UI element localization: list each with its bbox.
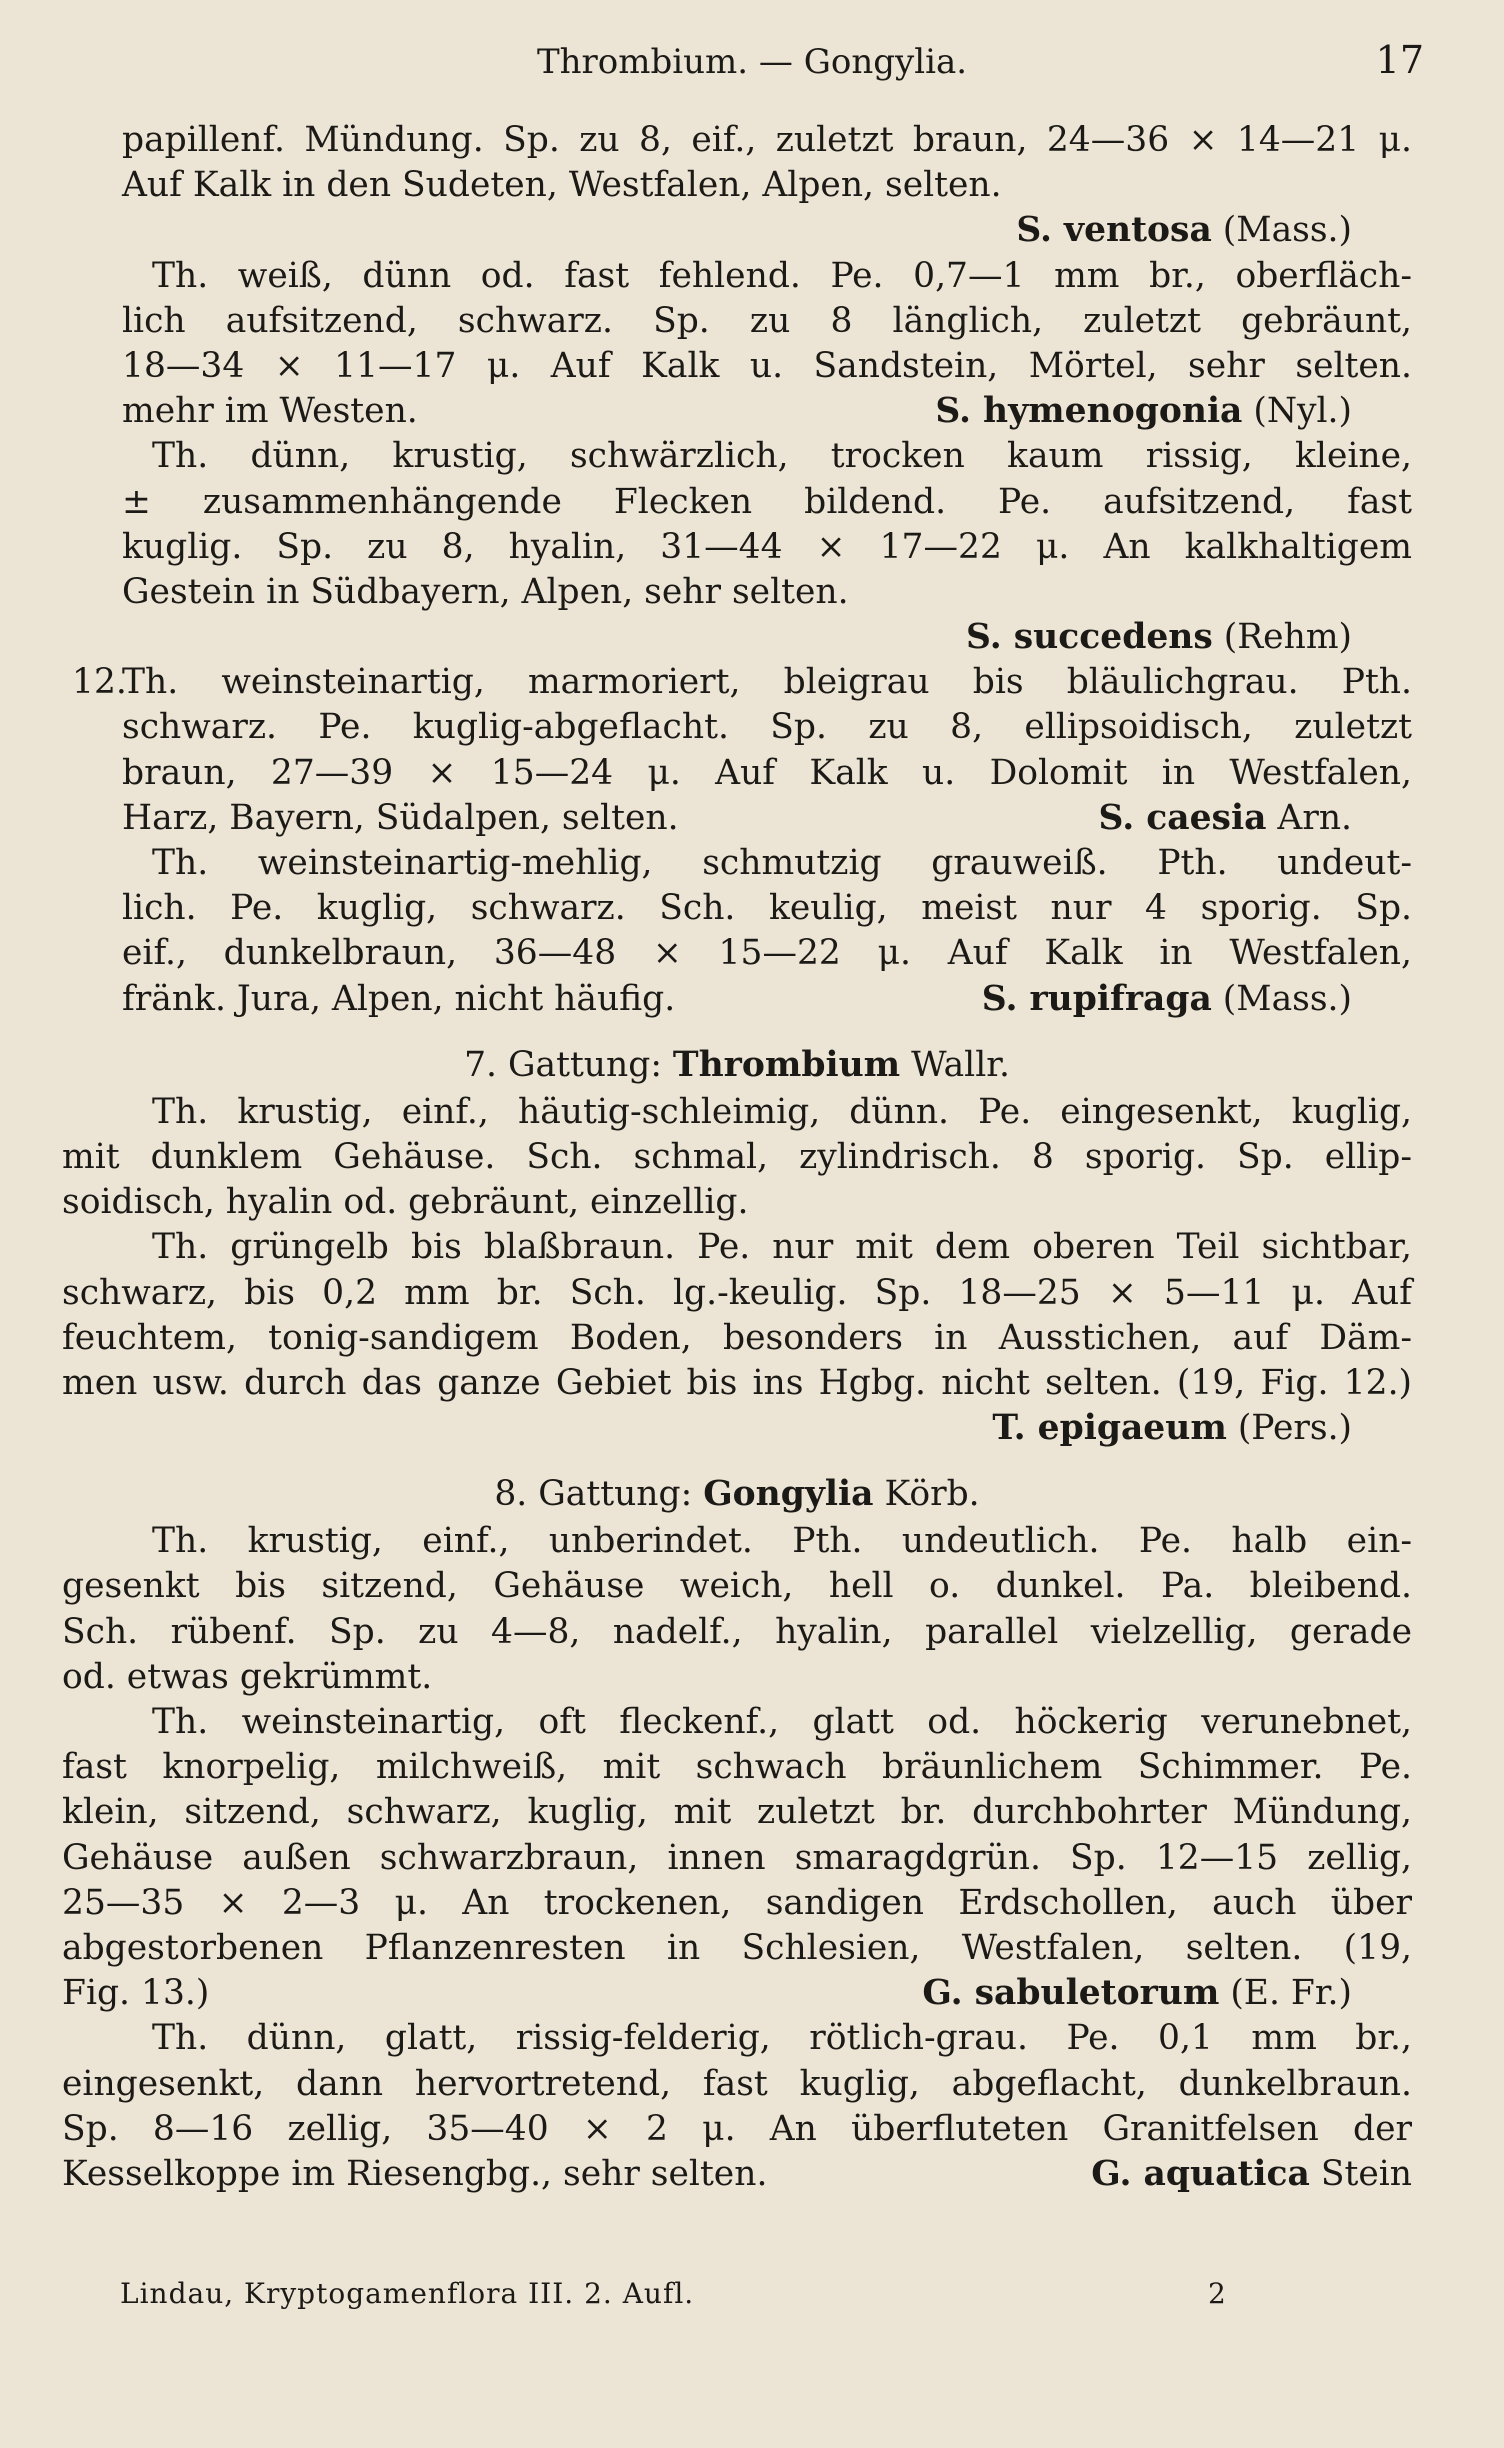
- species-line: [62, 1971, 1412, 2016]
- text-line: 12. Th. weinsteinartig, marmoriert, bleigrau bis bläulichgrau. Pth.: [62, 660, 1412, 705]
- footer-signature: Lindau, Kryptogamenflora III. 2. Aufl.: [120, 2277, 695, 2310]
- text-line: Gestein in Südbayern, Alpen, sehr selten.: [122, 571, 849, 612]
- text-line: mit dunklem Gehäuse. Sch. schmal, zylindrisch. 8 sporig. Sp. ellip-: [62, 1136, 1412, 1177]
- species-name: S. caesia: [1098, 797, 1267, 838]
- text-fragment: Fig. 13.): [62, 1973, 210, 2014]
- species-line: [62, 1406, 1412, 1451]
- text-line: Th. dünn, krustig, schwärzlich, trocken kaum rissig, kleine,: [152, 436, 1412, 477]
- page-footer: [120, 2277, 1384, 2317]
- species-author: Arn.: [1277, 797, 1352, 838]
- species-author: (Mass.): [1222, 210, 1352, 251]
- text-line: 25—35 × 2—3 μ. An trockenen, sandigen Erdschollen, auch über: [62, 1882, 1412, 1923]
- species-line: [62, 977, 1412, 1022]
- text-line: ± zusammenhängende Flecken bildend. Pe. aufsitzend, fast: [122, 481, 1412, 522]
- species-line: [62, 208, 1412, 253]
- text-fragment: fränk. Jura, Alpen, nicht häufig.: [122, 978, 676, 1019]
- text-line: Th. weinsteinartig-mehlig, schmutzig grauweiß. Pth. undeut-: [152, 843, 1412, 883]
- species-author: (Nyl.): [1253, 391, 1352, 432]
- text-line: men usw. durch das ganze Gebiet bis ins Hgbg. nicht selten. (19, Fig. 12.): [62, 1362, 1412, 1403]
- text-line: eif., dunkelbraun, 36—48 × 15—22 μ. Auf Kalk in Westfalen,: [122, 933, 1412, 974]
- species-line: [62, 796, 1412, 841]
- text-line: lich aufsitzend, schwarz. Sp. zu 8 länglich, zuletzt gebräunt,: [122, 300, 1412, 341]
- species-name: T. epigaeum: [992, 1408, 1227, 1449]
- page-number: 17: [1375, 38, 1424, 82]
- species-name: S. rupifraga: [981, 978, 1212, 1019]
- footer-sheet-number: 2: [1208, 2277, 1226, 2310]
- text-line: Sch. rübenf. Sp. zu 4—8, nadelf., hyalin, parallel vielzellig, gerade: [62, 1611, 1412, 1652]
- text-line: Th. weiß, dünn od. fast fehlend. Pe. 0,7—1 mm br., oberfläch-: [152, 255, 1412, 296]
- species-author: (Rehm): [1223, 617, 1352, 658]
- species-name: G. aquatica: [1091, 2153, 1310, 2194]
- text-fragment: mehr im Westen.: [122, 391, 418, 432]
- species-name: S. ventosa: [1016, 210, 1212, 251]
- genus-name: Gongylia: [703, 1474, 874, 1515]
- text-line: Th. weinsteinartig, oft fleckenf., glatt od. höckerig verunebnet,: [152, 1702, 1412, 1742]
- species-line: [62, 389, 1412, 434]
- text-line: Gehäuse außen schwarzbraun, innen smaragdgrün. Sp. 12—15 zellig,: [62, 1837, 1412, 1878]
- text-line: Th. dünn, glatt, rissig-felderig, rötlich-grau. Pe. 0,1 mm br.,: [152, 2018, 1412, 2059]
- text-line: klein, sitzend, schwarz, kuglig, mit zuletzt br. durchbohrter Mündung,: [62, 1792, 1412, 1833]
- text-line: eingesenkt, dann hervortretend, fast kuglig, abgeflacht, dunkelbraun.: [62, 2063, 1412, 2104]
- running-title: Thrombium. — Gongylia.: [536, 42, 968, 82]
- text-line: abgestorbenen Pflanzenresten in Schlesien, Westfalen, selten. (19,: [62, 1927, 1412, 1968]
- species-author: (Mass.): [1222, 978, 1352, 1019]
- text-line: schwarz, bis 0,2 mm br. Sch. lg.-keulig. Sp. 18—25 × 5—11 μ. Auf: [62, 1272, 1412, 1313]
- genus-heading: 7. Gattung: Thrombium Wallr.: [464, 1044, 1010, 1085]
- text-line: fast knorpelig, milchweiß, mit schwach bräunlichem Schimmer. Pe.: [62, 1747, 1412, 1788]
- text-line: papillenf. Mündung. Sp. zu 8, eif., zuletzt braun, 24—36 × 14—21 μ.: [122, 120, 1412, 160]
- genus-name: Thrombium: [672, 1044, 901, 1085]
- text-line: feuchtem, tonig-sandigem Boden, besonders in Ausstichen, auf Däm-: [62, 1317, 1412, 1358]
- genus-heading: 8. Gattung: Gongylia Körb.: [494, 1474, 980, 1515]
- species-name: S. succedens: [966, 617, 1213, 658]
- species-author: (Pers.): [1237, 1408, 1352, 1449]
- text-fragment: Harz, Bayern, Südalpen, selten.: [122, 797, 679, 838]
- text-line: braun, 27—39 × 15—24 μ. Auf Kalk u. Dolomit in Westfalen,: [122, 752, 1412, 793]
- running-header: [0, 38, 1504, 88]
- text-line: lich. Pe. kuglig, schwarz. Sch. keulig, meist nur 4 sporig. Sp.: [122, 888, 1412, 929]
- text-line: gesenkt bis sitzend, Gehäuse weich, hell o. dunkel. Pa. bleibend.: [62, 1566, 1412, 1607]
- text-line: Auf Kalk in den Sudeten, Westfalen, Alpen, selten.: [122, 165, 1002, 206]
- text-line: kuglig. Sp. zu 8, hyalin, 31—44 × 17—22 μ. An kalkhaltigem: [122, 526, 1412, 567]
- text-line: Th. krustig, einf., häutig-schleimig, dünn. Pe. eingesenkt, kuglig,: [152, 1091, 1412, 1132]
- species-name: S. hymenogonia: [935, 391, 1243, 432]
- text-line: od. etwas gekrümmt.: [62, 1656, 433, 1697]
- text-line: Th. krustig, einf., unberindet. Pth. undeutlich. Pe. halb ein-: [152, 1521, 1412, 1562]
- body-text: [62, 118, 1412, 2197]
- text-line: schwarz. Pe. kuglig-abgeflacht. Sp. zu 8, ellipsoidisch, zuletzt: [122, 707, 1412, 748]
- species-line: [62, 615, 1412, 660]
- key-number: 12.: [72, 662, 127, 703]
- species-author: Stein: [1320, 2153, 1412, 2194]
- species-author: (E. Fr.): [1230, 1973, 1352, 2014]
- text-fragment: Kesselkoppe im Riesengbg., sehr selten.: [62, 2153, 768, 2194]
- species-line: [62, 2152, 1412, 2197]
- text-line: Sp. 8—16 zellig, 35—40 × 2 μ. An überfluteten Granitfelsen der: [62, 2108, 1412, 2149]
- text-line: soidisch, hyalin od. gebräunt, einzellig.: [62, 1182, 749, 1223]
- text-line: Th. grüngelb bis blaßbraun. Pe. nur mit dem oberen Teil sichtbar,: [152, 1227, 1412, 1268]
- species-name: G. sabuletorum: [922, 1973, 1220, 2014]
- text-line: 18—34 × 11—17 μ. Auf Kalk u. Sandstein, Mörtel, sehr selten.: [122, 345, 1412, 386]
